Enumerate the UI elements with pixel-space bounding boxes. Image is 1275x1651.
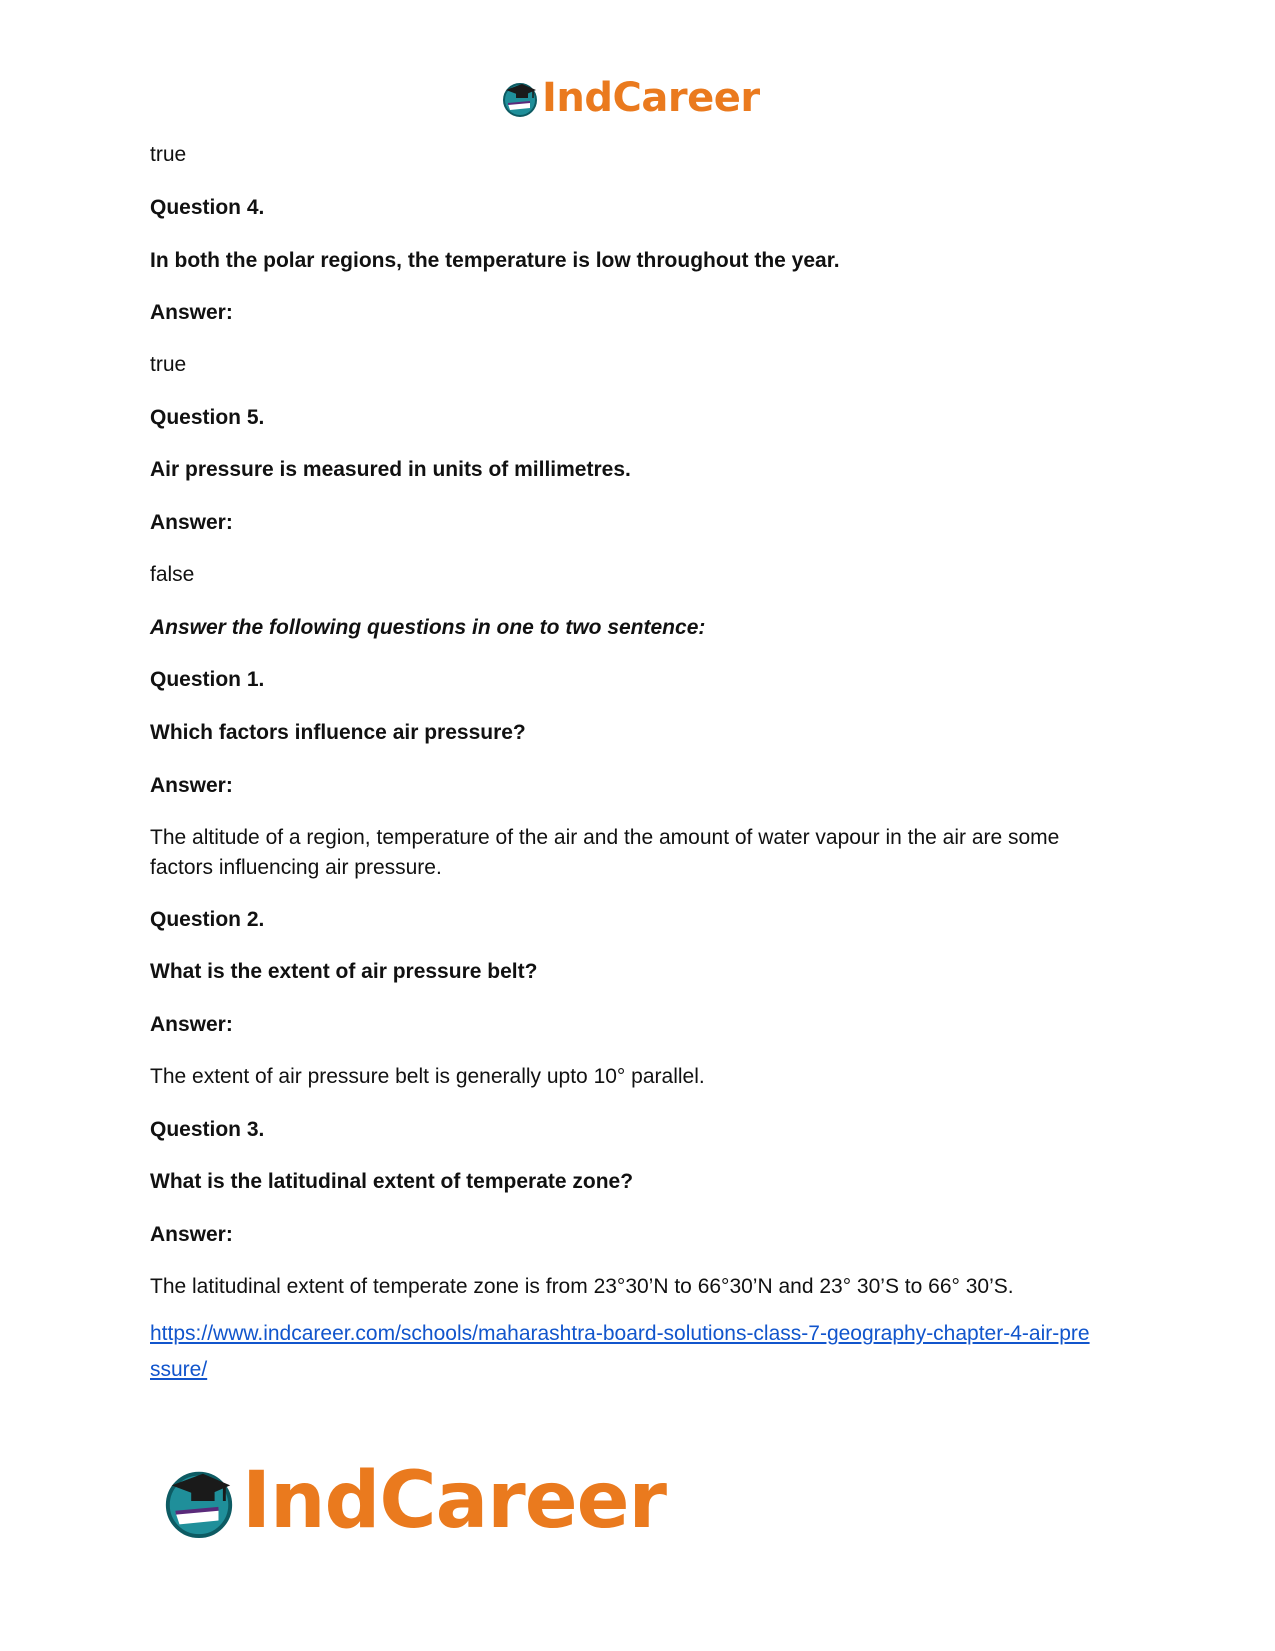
answer-label: Answer: [150, 301, 233, 324]
answer-label: Answer: [150, 1223, 233, 1246]
header-logo [500, 75, 760, 121]
logo-wordmark: IndCareer [242, 1456, 666, 1546]
section-heading: Answer the following questions in one to two sentence: [150, 616, 706, 639]
answer-text: The altitude of a region, temperature of the air and the amount of water vapour in the air are some factors influencing air pressure. [150, 826, 1060, 879]
question-label: Question 3. [150, 1118, 265, 1141]
question-text: What is the extent of air pressure belt? [150, 960, 538, 983]
question-text: What is the latitudinal extent of temperate zone? [150, 1170, 634, 1193]
graduation-cap-globe-icon [160, 1462, 238, 1540]
answer-label: Answer: [150, 511, 233, 534]
question-label: Question 4. [150, 196, 265, 219]
footer-logo [160, 1456, 666, 1546]
answer-text: The extent of air pressure belt is generally upto 10° parallel. [150, 1065, 705, 1088]
answer-text: false [150, 563, 195, 586]
answer-text: The latitudinal extent of temperate zone is from 23°30’N to 66°30’N and 23° 30’S to 66° 30’S. [150, 1275, 1014, 1298]
answer-text: true [150, 353, 187, 376]
question-text: Which factors influence air pressure? [150, 721, 526, 744]
logo-wordmark: IndCareer [542, 75, 760, 121]
answer-label: Answer: [150, 1013, 233, 1036]
question-label: Question 1. [150, 668, 265, 691]
graduation-cap-globe-icon [500, 78, 540, 118]
question-label: Question 2. [150, 908, 265, 931]
question-text: Air pressure is measured in units of millimetres. [150, 458, 631, 481]
answer-text: true [150, 143, 187, 166]
answer-label: Answer: [150, 774, 233, 797]
source-link[interactable]: https://www.indcareer.com/schools/maharashtra-board-solutions-class-7-geography-chapter-4-air-pressure/ [150, 1322, 1090, 1381]
question-text: In both the polar regions, the temperature is low throughout the year. [150, 249, 840, 272]
question-label: Question 5. [150, 406, 265, 429]
